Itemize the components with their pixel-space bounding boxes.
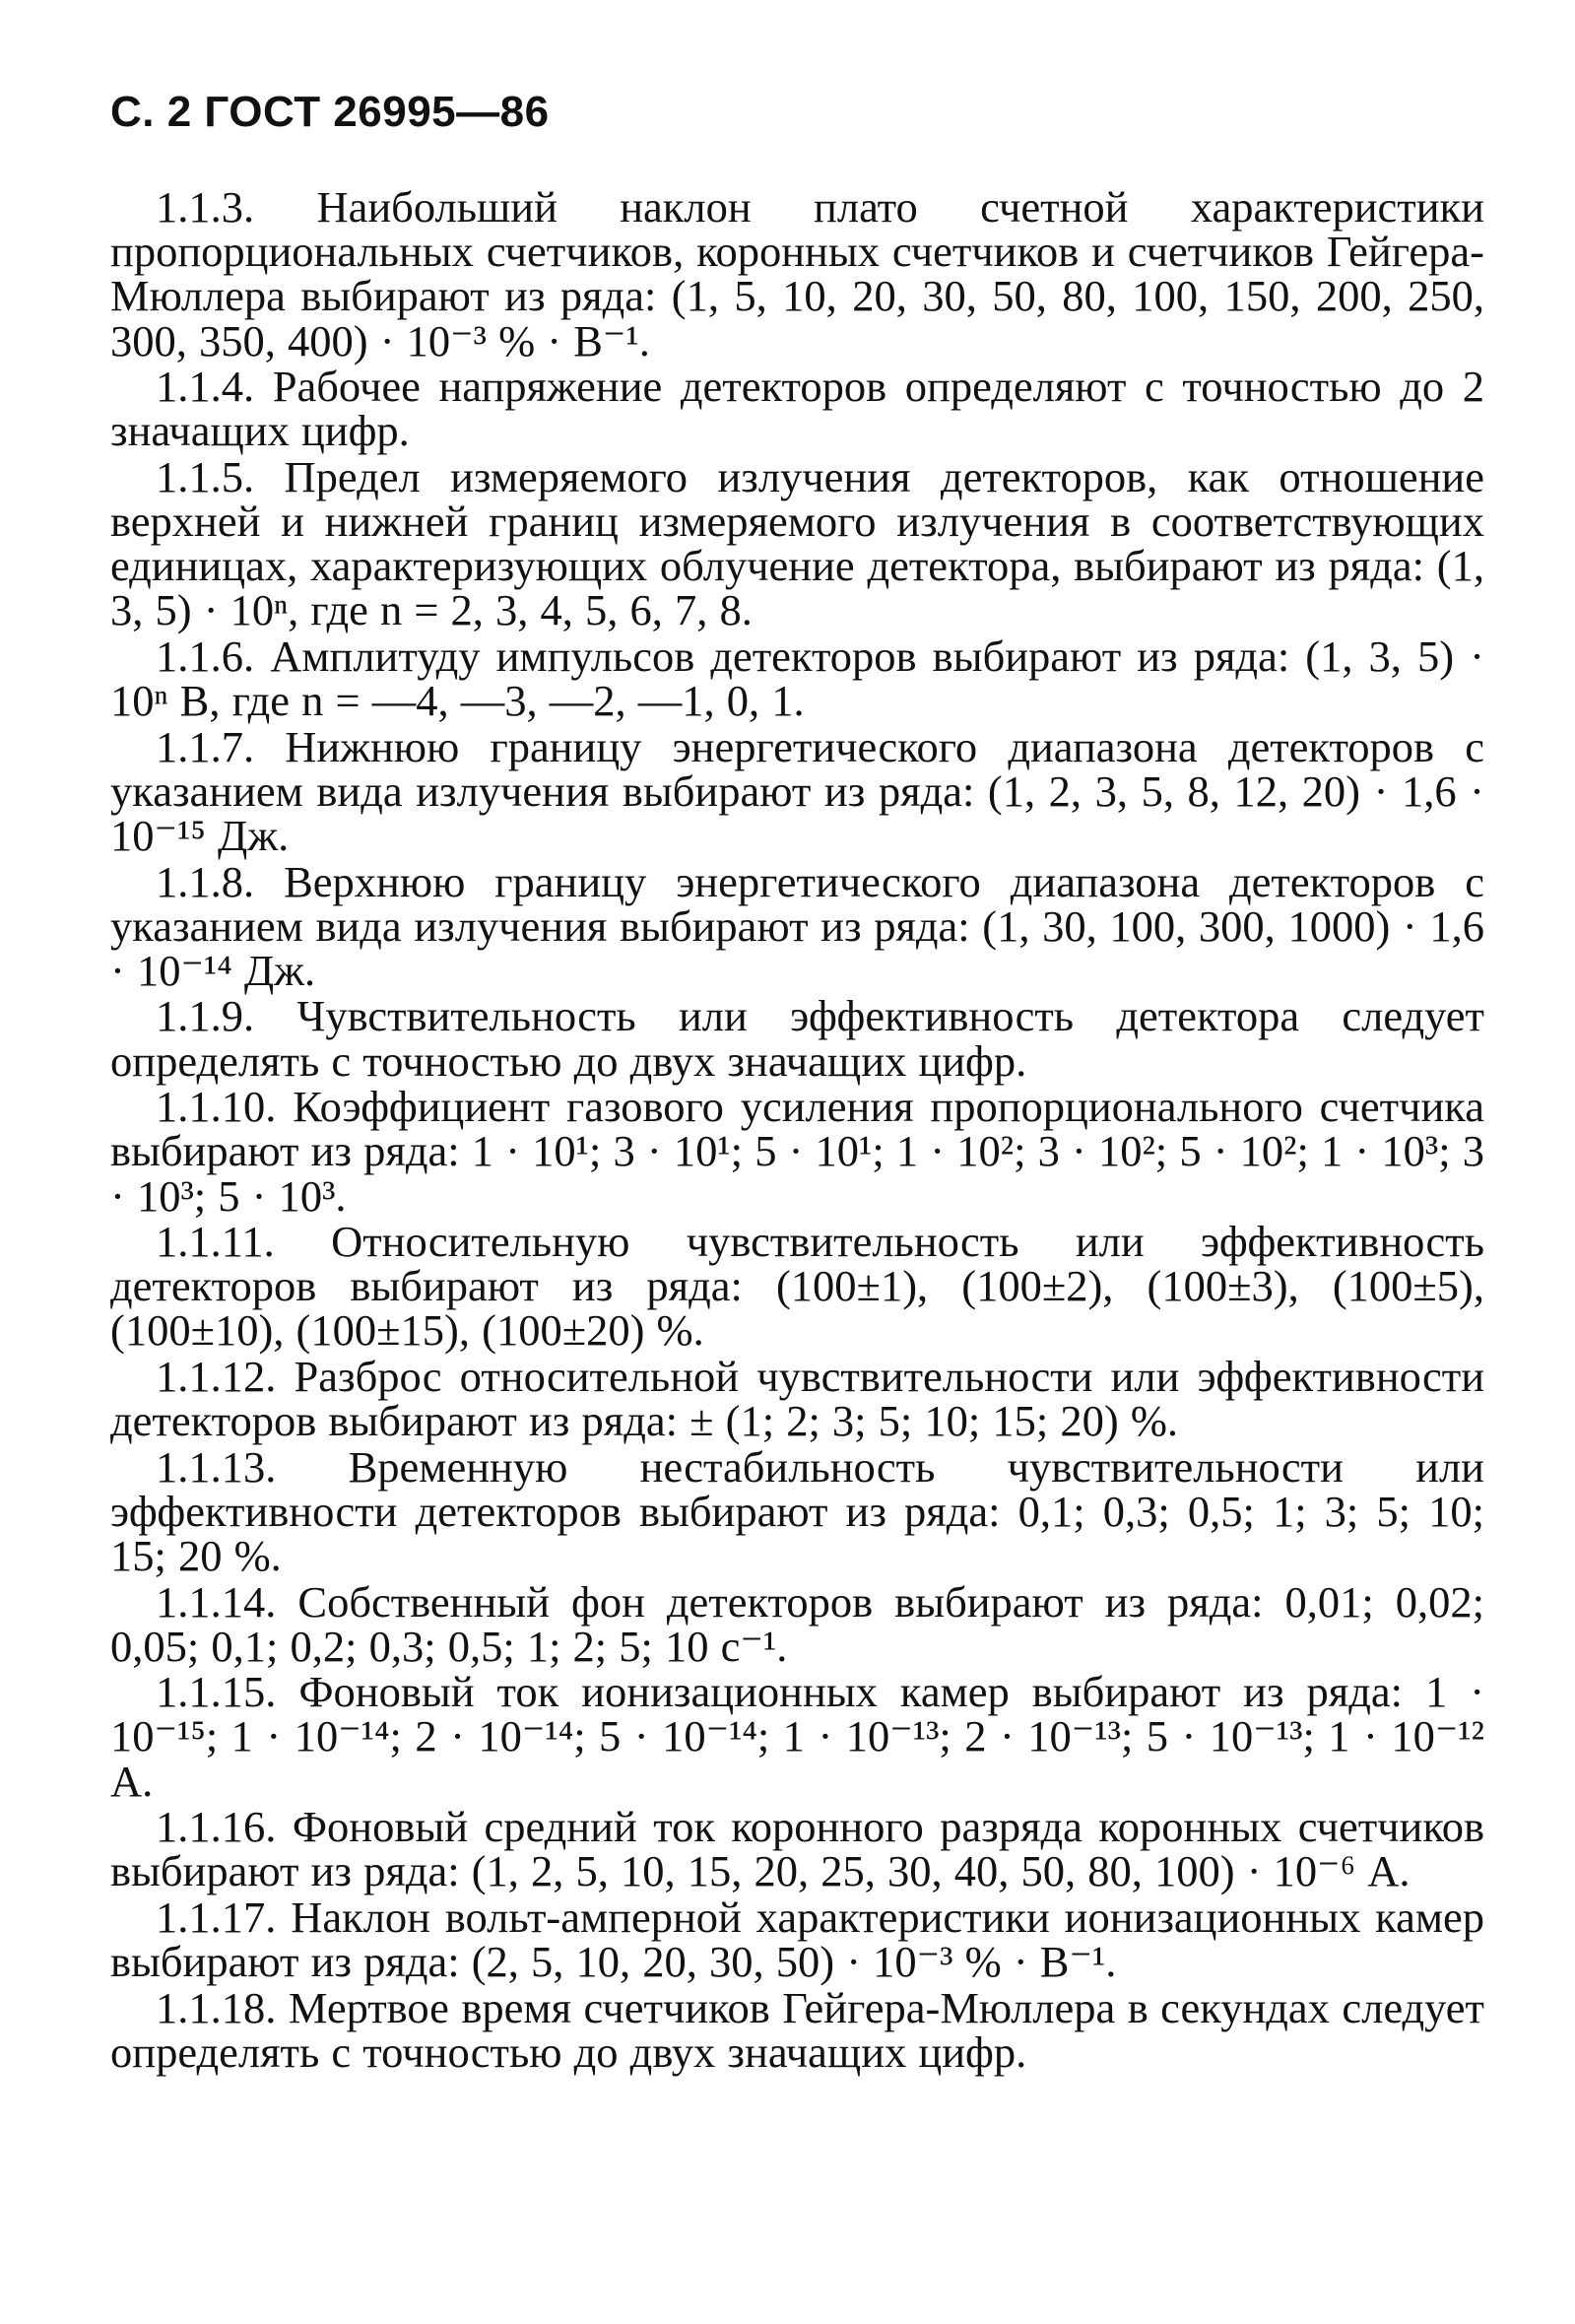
clause-number: 1.1.7. bbox=[156, 721, 255, 771]
clause-text: Относительную чувствительность или эффективность детекторов выбирают из ряда: (100±1), (100±2), (100±3), (100±5), (100±10), (100±15), (100±20) %. bbox=[110, 1217, 1485, 1356]
clause-text: Нижнюю границу энергетического диапазона детекторов с указанием вида излучения выбирают из ряда: (1, 2, 3, 5, 8, 12, 20) · 1,6 · 10⁻¹⁵ Дж. bbox=[110, 721, 1484, 861]
clause-text: Фоновый ток ионизационных камер выбирают из ряда: 1 · 10⁻¹⁵; 1 · 10⁻¹⁴; 2 · 10⁻¹⁴; 5 · 10⁻¹⁴; 1 · 10⁻¹³; 2 · 10⁻¹³; 5 · 10⁻¹³; 1 · 10⁻¹² А. bbox=[110, 1667, 1485, 1806]
clause-1-1-16 bbox=[110, 1802, 1484, 1896]
clause-number: 1.1.17. bbox=[156, 1892, 277, 1942]
clause-text: Фоновый средний ток коронного разряда коронных счетчиков выбирают из ряда: (1, 2, 5, 10, 15, 20, 25, 30, 40, 50, 80, 100) · 10⁻⁶ А. bbox=[110, 1802, 1484, 1896]
clause-1-1-3 bbox=[110, 182, 1484, 365]
clause-number: 1.1.15. bbox=[156, 1667, 277, 1717]
clause-number: 1.1.18. bbox=[156, 1982, 277, 2032]
clause-number: 1.1.9. bbox=[156, 991, 255, 1041]
clause-text: Наибольший наклон плато счетной характеристики пропорциональных счетчиков, коронных счетчиков и счетчиков Гейгера-Мюллера выбирают из ряда: (1, 5, 10, 20, 30, 50, 80, 100, 150, 200, 250, 300, 350, 400) · 10⁻³ % · В⁻¹. bbox=[110, 182, 1484, 365]
clause-number: 1.1.11. bbox=[156, 1217, 275, 1267]
clause-1-1-8 bbox=[110, 856, 1484, 995]
clause-text: Верхнюю границу энергетического диапазона детекторов с указанием вида излучения выбирают из ряда: (1, 30, 100, 300, 1000) · 1,6 · 10⁻¹⁴ Дж. bbox=[110, 856, 1484, 995]
clause-number: 1.1.5. bbox=[156, 451, 255, 501]
clause-number: 1.1.12. bbox=[156, 1351, 277, 1401]
clause-text: Рабочее напряжение детекторов определяют с точностью до 2 значащих цифр. bbox=[110, 362, 1485, 456]
clause-1-1-7 bbox=[110, 721, 1484, 861]
clause-number: 1.1.8. bbox=[156, 856, 255, 906]
clause-text: Временную нестабильность чувствительности или эффективности детекторов выбирают из ряда: 0,1; 0,3; 0,5; 1; 3; 5; 10; 15; 20 %. bbox=[110, 1441, 1484, 1581]
clause-number: 1.1.16. bbox=[156, 1802, 277, 1852]
clause-number: 1.1.10. bbox=[156, 1082, 277, 1132]
clause-1-1-15 bbox=[110, 1667, 1485, 1806]
clause-1-1-14 bbox=[110, 1576, 1485, 1671]
page-header: С. 2 ГОСТ 26995—86 bbox=[110, 88, 550, 136]
clause-number: 1.1.6. bbox=[156, 631, 255, 681]
clause-1-1-12 bbox=[110, 1351, 1485, 1446]
clause-text: Собственный фон детекторов выбирают из ряда: 0,01; 0,02; 0,05; 0,1; 0,2; 0,3; 0,5; 1; 2; 5; 10 с⁻¹. bbox=[110, 1576, 1485, 1671]
clause-text: Предел измеряемого излучения детекторов, как отношение верхней и нижней границ измеряемого излучения в соответствующих единицах, характеризующих облучение детектора, выбирают из ряда: (1, 3, 5) · 10ⁿ, где n = 2, 3, 4, 5, 6, 7, 8. bbox=[110, 451, 1484, 635]
clause-1-1-6 bbox=[110, 631, 1485, 726]
clause-text: Мертвое время счетчиков Гейгера-Мюллера в секундах следует определять с точностью до двух значащих цифр. bbox=[110, 1982, 1484, 2077]
clause-1-1-13 bbox=[110, 1441, 1484, 1581]
clause-number: 1.1.14. bbox=[156, 1576, 277, 1627]
clause-1-1-9 bbox=[110, 991, 1484, 1086]
clause-text: Чувствительность или эффективность детектора следует определять с точностью до двух значащих цифр. bbox=[110, 991, 1484, 1086]
clause-1-1-10 bbox=[110, 1082, 1484, 1221]
clause-1-1-18 bbox=[110, 1982, 1484, 2077]
clause-text: Наклон вольт-амперной характеристики ионизационных камер выбирают из ряда: (2, 5, 10, 20, 30, 50) · 10⁻³ % · В⁻¹. bbox=[110, 1892, 1485, 1987]
clause-text: Разброс относительной чувствительности или эффективности детекторов выбирают из ряда: ± (1; 2; 3; 5; 10; 15; 20) %. bbox=[110, 1351, 1485, 1446]
document-body bbox=[110, 182, 1485, 2077]
clause-number: 1.1.4. bbox=[156, 362, 255, 412]
clause-1-1-5 bbox=[110, 451, 1484, 635]
clause-1-1-17 bbox=[110, 1892, 1485, 1987]
clause-text: Коэффициент газового усиления пропорционального счетчика выбирают из ряда: 1 · 10¹; 3 · 10¹; 5 · 10¹; 1 · 10²; 3 · 10²; 5 · 10²; 1 · 10³; 3 · 10³; 5 · 10³. bbox=[110, 1082, 1484, 1221]
clause-text: Амплитуду импульсов детекторов выбирают из ряда: (1, 3, 5) · 10ⁿ В, где n = —4, —3, —2, —1, 0, 1. bbox=[110, 631, 1485, 726]
clause-number: 1.1.13. bbox=[156, 1441, 277, 1492]
clause-1-1-11 bbox=[110, 1217, 1485, 1356]
clause-1-1-4 bbox=[110, 362, 1485, 456]
clause-number: 1.1.3. bbox=[156, 182, 255, 232]
